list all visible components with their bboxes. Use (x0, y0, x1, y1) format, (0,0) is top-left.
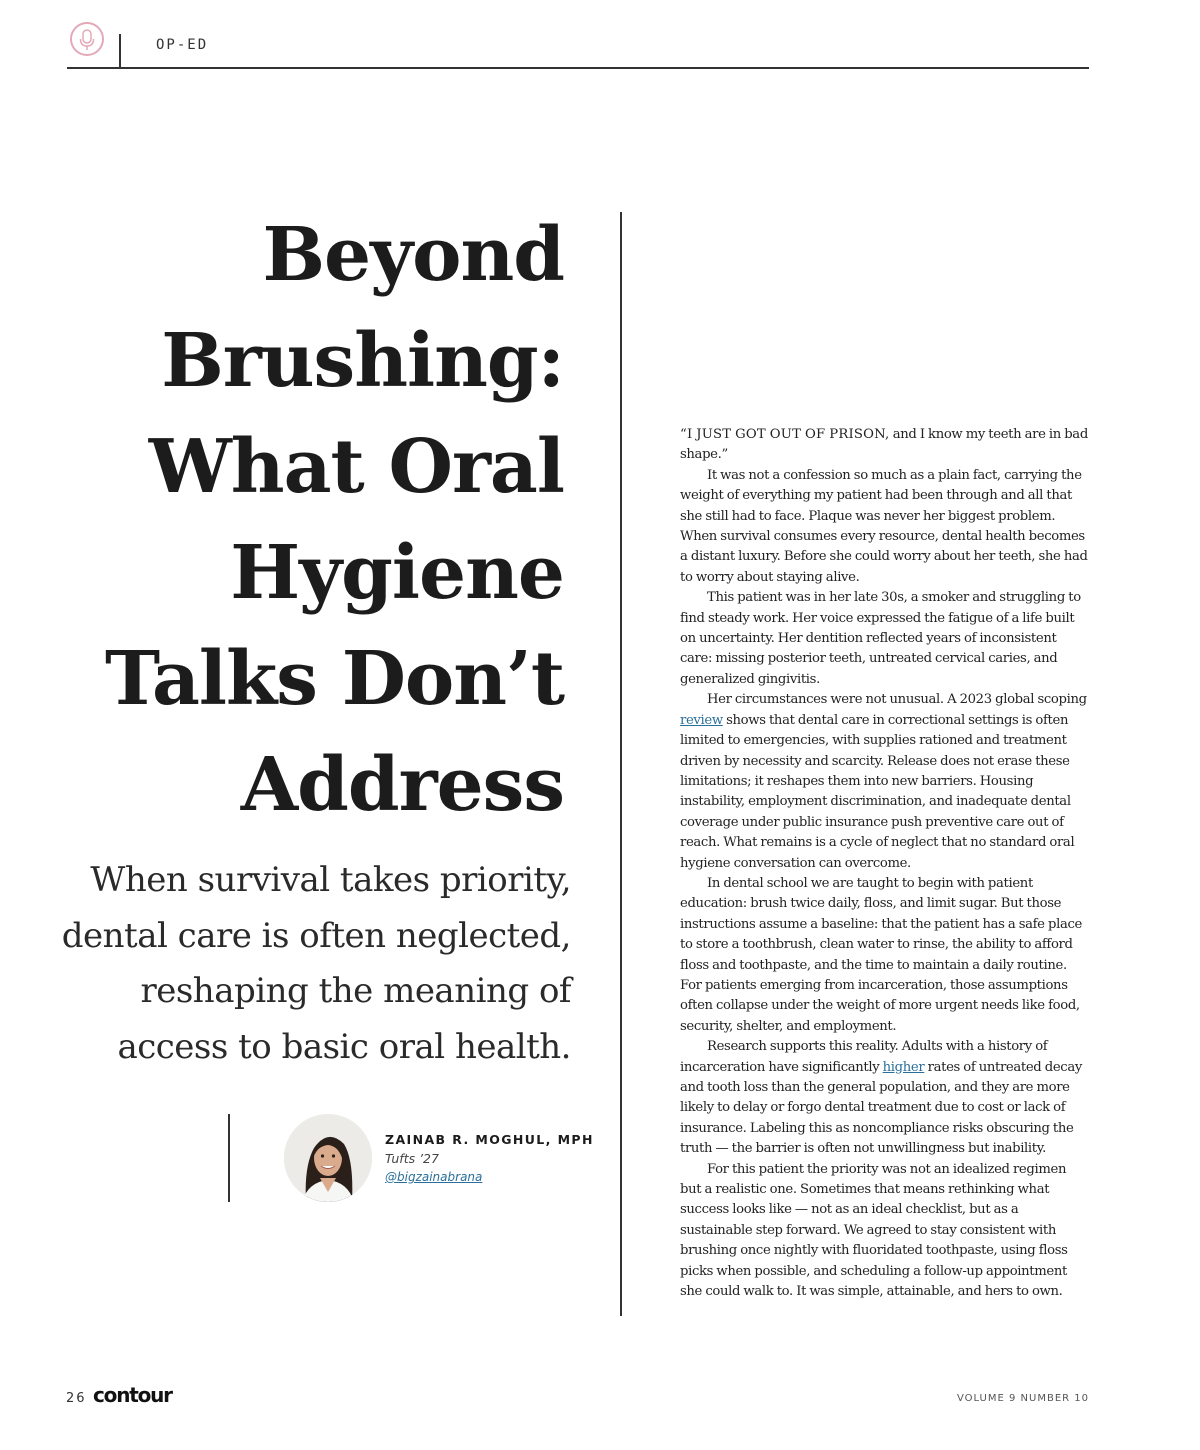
header-rule (67, 67, 1089, 69)
section-label: OP-ED (156, 37, 209, 53)
issue-info: VOLUME 9 NUMBER 10 (956, 1393, 1089, 1404)
headline-line: Hygiene (230, 530, 564, 616)
higher-link[interactable]: higher (882, 1059, 925, 1075)
body-text: rates of untreated decay and tooth loss than the general population, and they are more likely to delay or forgo dental treatment due to cost or lack of insurance. Labeling this as noncompliance risks obscuring the truth — the barrier is often not unwillingness but inability. (680, 1059, 1082, 1157)
review-link[interactable]: review (680, 712, 723, 728)
deck-line: When survival takes priority, (90, 860, 571, 900)
headline-line: Beyond (262, 212, 564, 298)
lead-paragraph (680, 425, 1090, 466)
deck-line: dental care is often neglected, (61, 915, 571, 956)
headline-line: What Oral (148, 424, 564, 510)
headline (40, 202, 564, 838)
deck-line: access to basic oral health. (117, 1026, 571, 1067)
deck-line: reshaping the meaning of (140, 971, 571, 1011)
author-divider (228, 1114, 230, 1202)
headline-line: Talks Don’t (104, 636, 564, 722)
avatar (284, 1114, 372, 1202)
body-paragraph: For this patient the priority was not an idealized regimen but a realistic one. Sometimes that means rethinking what success looks like — not as an ideal checklist, but as a sustainable step forward. We agreed to stay consistent with brushing once nightly with fluoridated toothpaste, using floss picks when possible, and scheduling a follow-up appointment she could walk to. It was simple, attainable, and hers to own. (680, 1161, 1068, 1300)
page-number: 26 (66, 1391, 87, 1406)
body-paragraph (680, 1037, 1090, 1159)
lead-caps: “I JUST GOT OUT OF PRISON, (680, 427, 890, 442)
deck (40, 853, 571, 1075)
body-text: Her circumstances were not unusual. A 2023 global scoping (707, 692, 1087, 708)
author-name: ZAINAB R. MOGHUL, MPH (385, 1132, 594, 1147)
article-body (680, 425, 1090, 1302)
body-paragraph (680, 690, 1090, 874)
author-affiliation: Tufts ’27 (385, 1151, 439, 1166)
body-paragraph: In dental school we are taught to begin with patient education: brush twice daily, floss, and limit sugar. But those instructions assume a baseline: that the patient has a safe place to store a toothbrush, clean water to rinse, the ability to afford floss and toothpaste, and the time to maintain a daily routine. For patients emerging from incarceration, those assumptions often collapse under the weight of more urgent needs like food, security, shelter, and employment. (680, 875, 1082, 1034)
author-handle-link[interactable]: @bigzainabrana (385, 1170, 483, 1184)
body-paragraph: This patient was in her late 30s, a smoker and struggling to find steady work. Her voice expressed the fatigue of a life built on uncertainty. Her dentition reflected years of inconsistent care: missing posterior teeth, untreated cervical caries, and generalized gingivitis. (680, 590, 1081, 687)
lead-text: and I know my teeth are in bad shape.” (680, 427, 1088, 463)
body-text: Research supports this reality. Adults with a history of incarceration have significantly (680, 1039, 1048, 1075)
body-text: shows that dental care in correctional settings is often limited to emergencies, with supplies rationed and treatment driven by necessity and scarcity. Release does not erase these limitations; it reshapes them into new barriers. Housing instability, employment discrimination, and inadequate dental coverage under public insurance push preventive care out of reach. What remains is a cycle of neglect that no standard oral hygiene conversation can overcome. (680, 712, 1075, 871)
microphone-icon (70, 22, 104, 56)
headline-line: Brushing: (161, 318, 564, 404)
body-paragraph: It was not a confession so much as a plain fact, carrying the weight of everything my patient had been through and all that she still had to face. Plaque was never her biggest problem. When survival consumes every resource, dental health becomes a distant luxury. Before she could worry about her teeth, she had to worry about staying alive. (680, 467, 1088, 585)
header-divider (119, 34, 121, 68)
headline-line: Address (240, 742, 564, 828)
column-divider (620, 212, 622, 1316)
contour-logo: contour (93, 1383, 172, 1407)
